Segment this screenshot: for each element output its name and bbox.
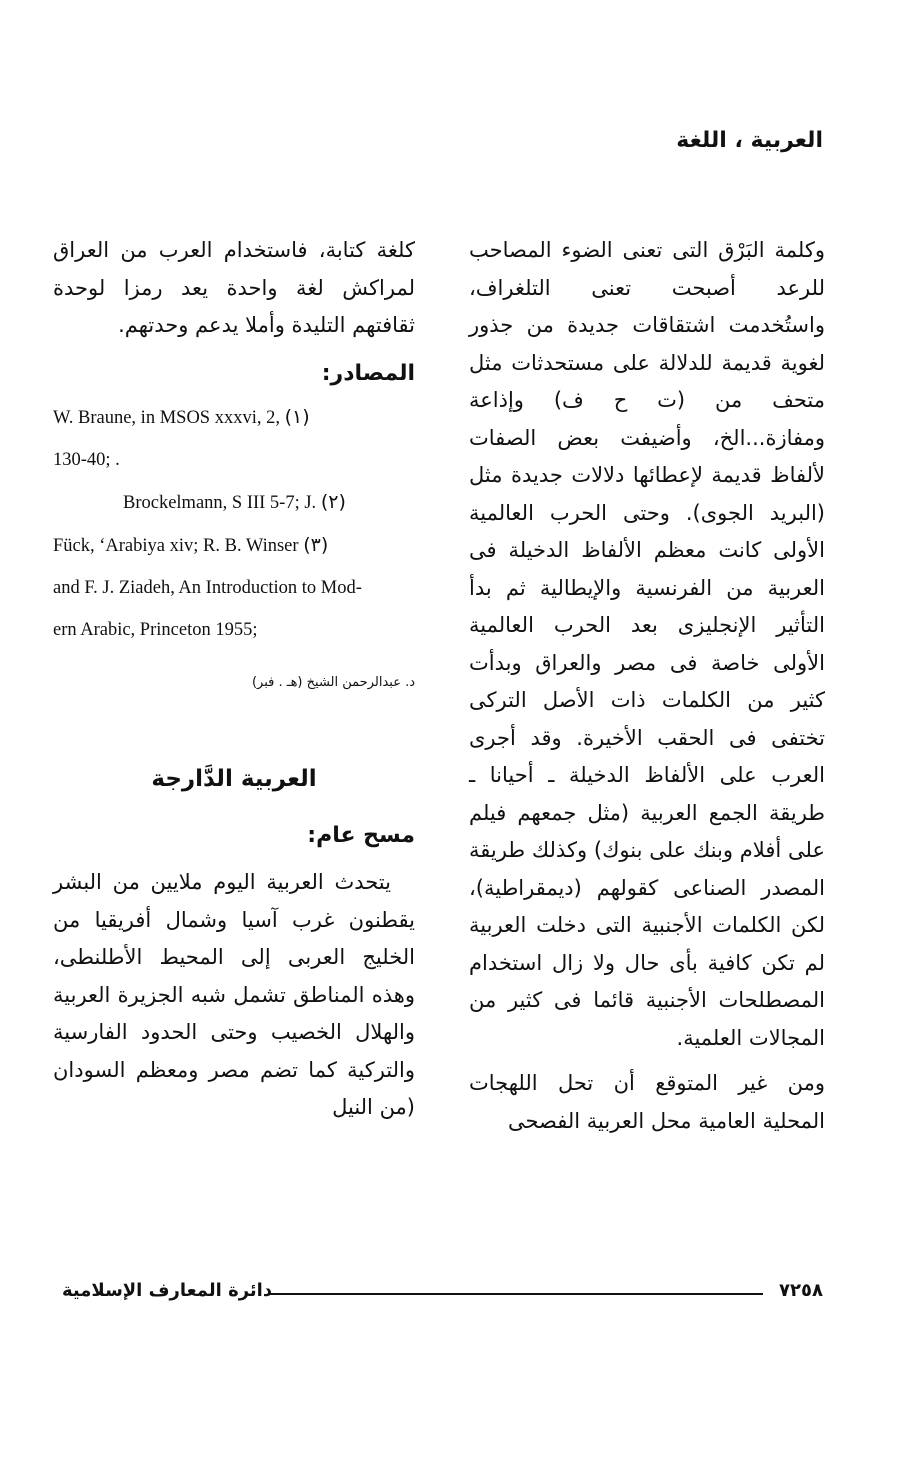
reference-number: (٣) [303, 534, 329, 556]
article-paragraph: وكلمة البَرْق التى تعنى الضوء المصاحب للرعد أصبحت تعنى التلغراف، واستُخدمت اشتقاقات جديدة من جذور لغوية قديمة للدلالة على مستحدثات مثل متحف من (ت ح ف) وإذاعة ومفازة...الخ، وأضيفت بعض الصفات لألفاظ قديمة لإعطائها دلالات جديدة مثل (البريد الجوى). وحتى الحرب العالمية الأولى كانت معظم الألفاظ الدخيلة فى العربية من الفرنسية والإيطالية ثم بدأ التأثير الإنجليزى بعد الحرب العالمية الأولى خاصة فى مصر والعراق وبدأت كثير من الكلمات ذات الأصل التركى تختفى فى الحقب الأخيرة. وقد أجرى العرب على الألفاظ الدخيلة ـ أحيانا ـ طريقة الجمع العربية (مثل جمعهم فيلم على أفلام وبنك على بنوك) وكذلك طريقة المصدر الصناعى كقولهم (ديمقراطية)، لكن الكلمات الأجنبية التى دخلت العربية لم تكن كافية بأى حال ولا زال استخدام المصطلحات الأجنبية قائما فى كثير من المجالات العلمية. [469, 238, 825, 1050]
article-paragraph: يتحدث العربية اليوم ملايين من البشر يقطنون غرب آسيا وشمال أفريقيا من الخليج العربى إلى المحيط الأطلنطى، وهذه المناطق تشمل شبه الجزيرة العربية والهلال الخصيب وحتى الحدود الفارسية والتركية كما تضم مصر ومعظم السودان (من النيل [53, 870, 415, 1119]
references-list [53, 396, 415, 651]
running-header-title: العربية ، اللغة [676, 128, 823, 153]
reference-number: (١) [284, 406, 310, 428]
reference-text: Brockelmann, S III 5-7; J. [123, 493, 317, 513]
article-paragraph: ومن غير المتوقع أن تحل اللهجات المحلية العامية محل العربية الفصحى [469, 1071, 825, 1133]
publication-name: دائرة المعارف الإسلامية [62, 1280, 273, 1301]
reference-item [53, 524, 415, 567]
reference-item [53, 481, 415, 524]
sources-heading: المصادر: [321, 360, 415, 386]
reference-text: 130-40; . [53, 450, 120, 470]
section-title: العربية الدَّارجة [151, 766, 317, 792]
reference-number: (٢) [320, 491, 346, 513]
reference-text: W. Braune, in MSOS xxxvi, 2, [53, 408, 280, 428]
footer-divider [268, 1293, 763, 1295]
reference-item [53, 396, 415, 439]
page-footer [62, 1280, 823, 1310]
author-signature: د. عبدالرحمن الشيخ (هـ . فبر) [251, 675, 415, 690]
right-column [469, 232, 825, 1140]
reference-text: ern Arabic, Princeton 1955; [53, 620, 258, 640]
subsection-title: مسح عام: [307, 822, 415, 848]
page-number: ٧٢٥٨ [779, 1280, 823, 1301]
article-paragraph: كلغة كتابة، فاستخدام العرب من العراق لمراكش لغة واحدة يعد رمزا لوحدة ثقافتهم التليدة وأملا يدعم وحدتهم. [53, 238, 415, 337]
reference-text: and F. J. Ziadeh, An Introduction to Mod- [53, 578, 362, 598]
left-column [53, 232, 415, 1127]
reference-text: Fück, ‘Arabiya xiv; R. B. Winser [53, 536, 299, 556]
